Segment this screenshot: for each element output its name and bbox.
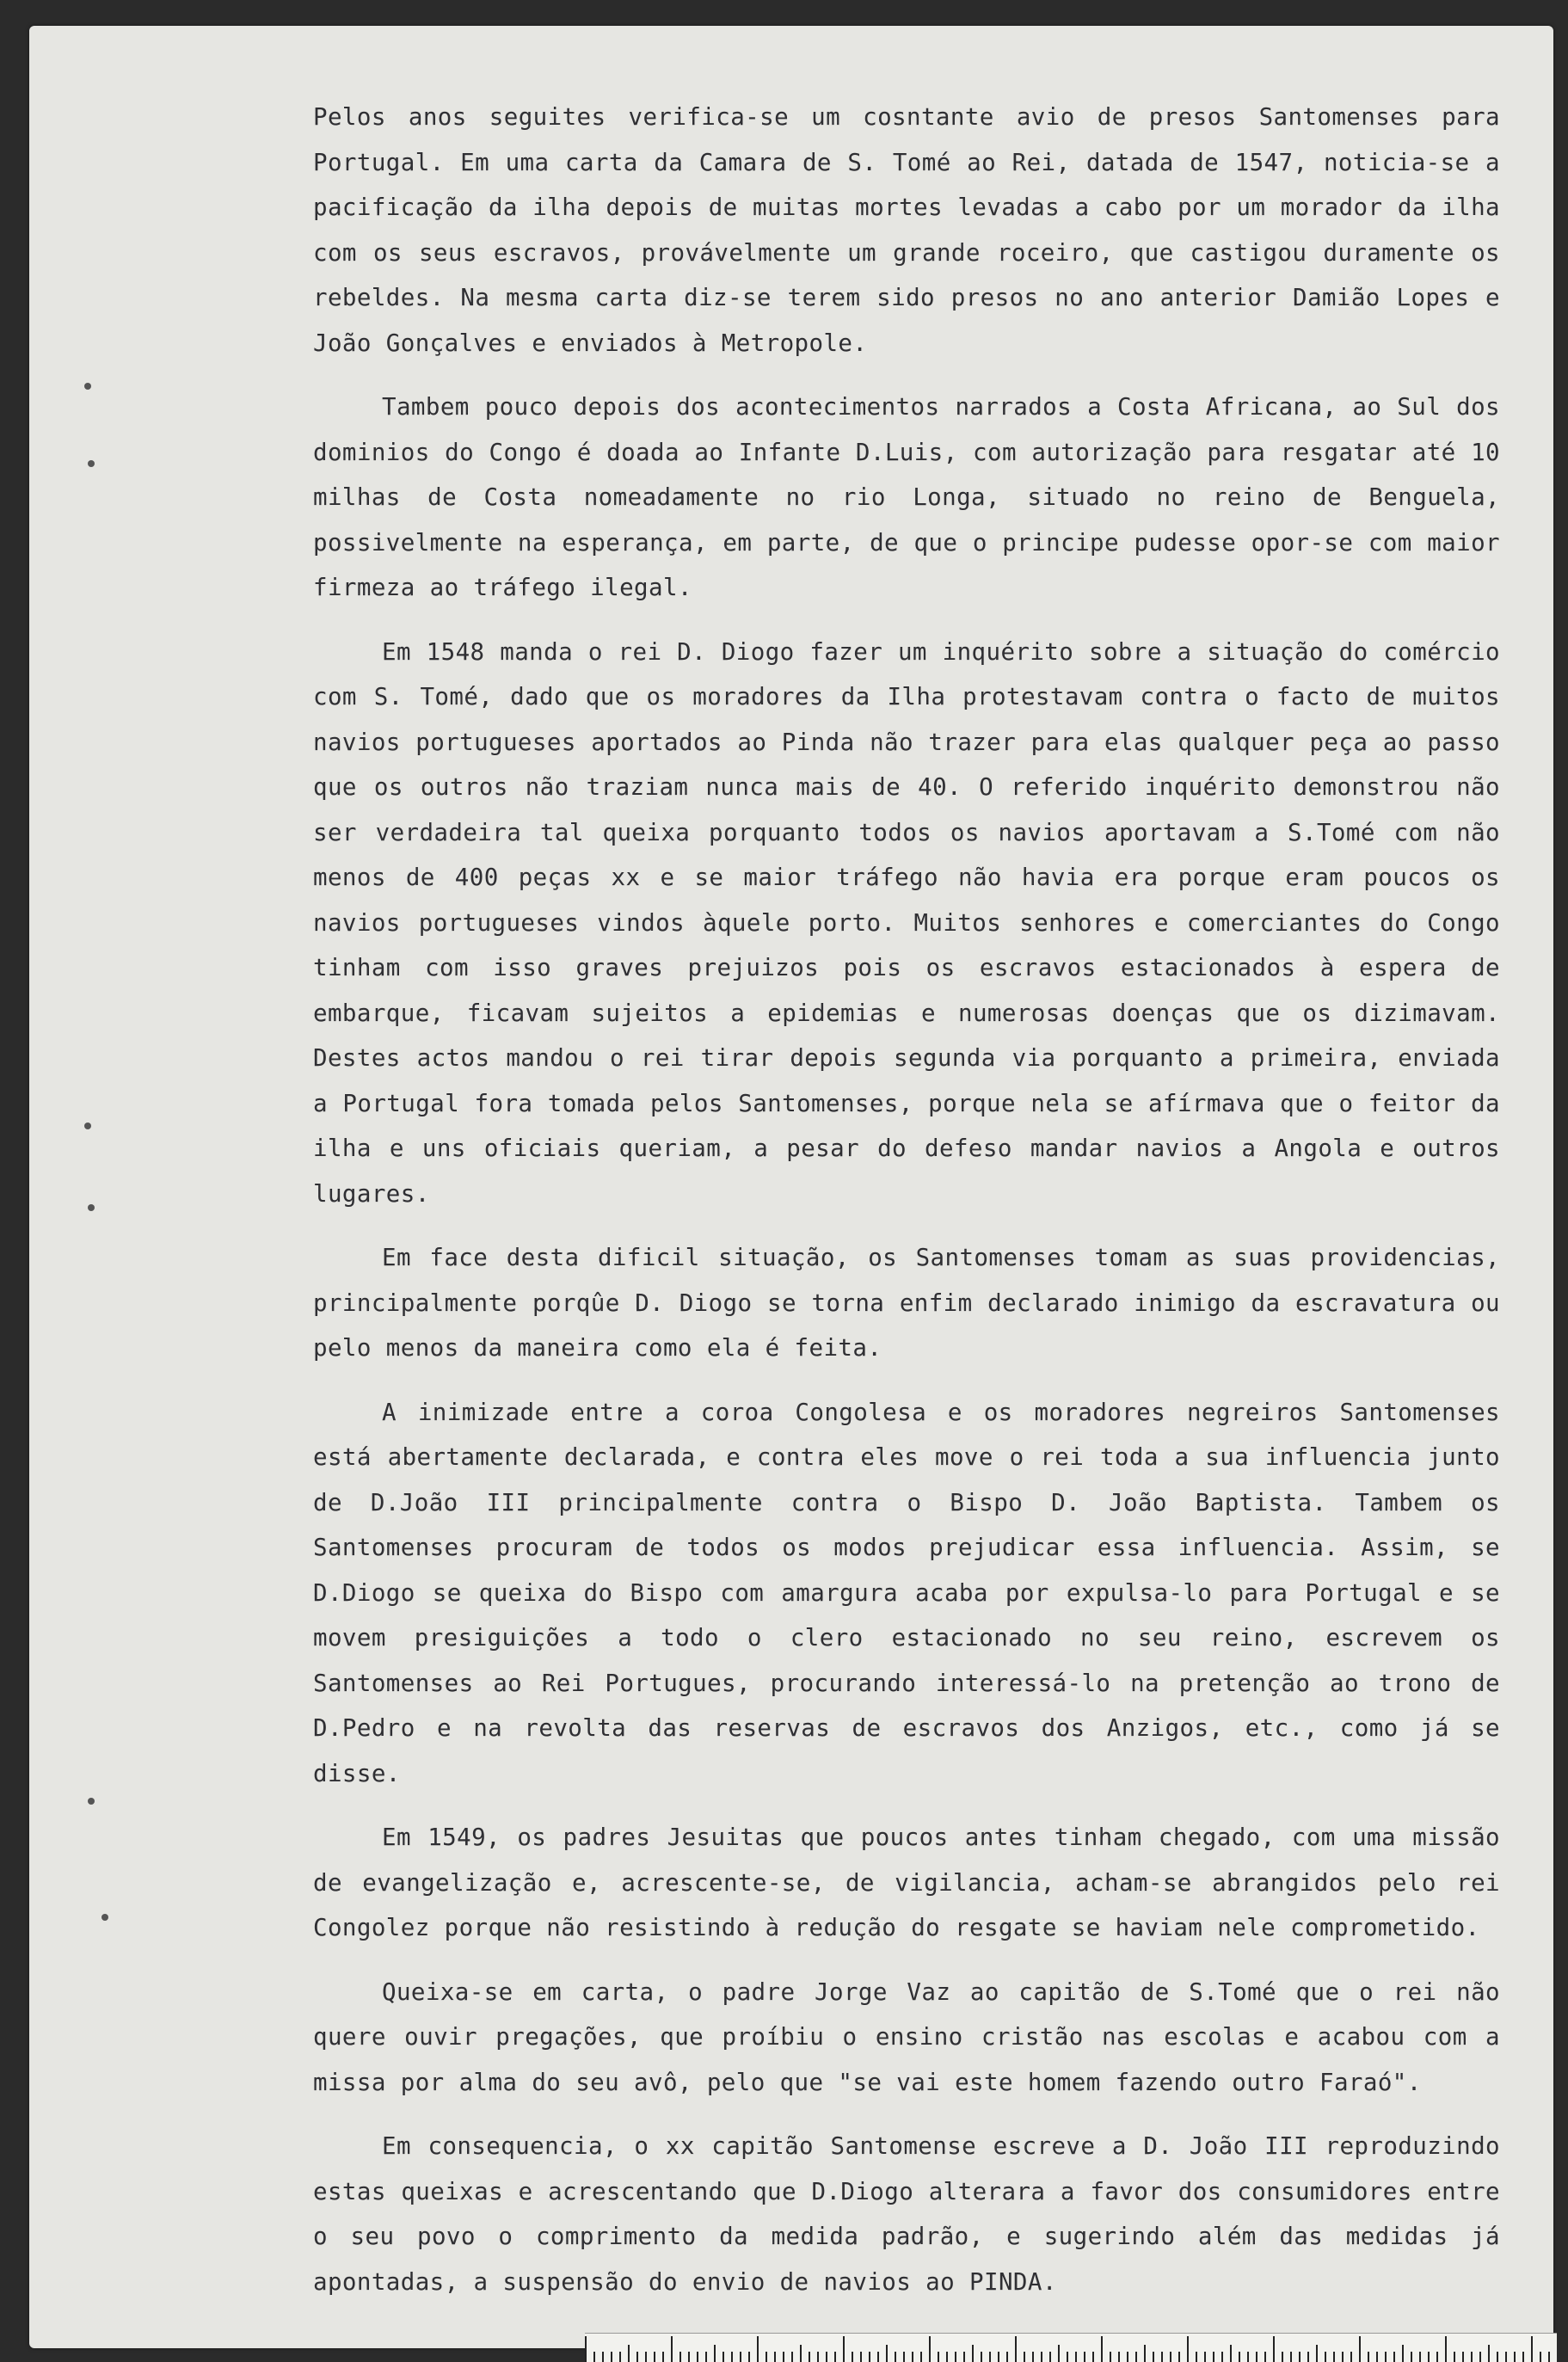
ruler-tick	[1213, 2352, 1214, 2362]
paragraph-1: Pelos anos seguites verifica-se um cosntante avio de presos Santomenses para Portugal. Em uma carta da Camara de S. Tomé ao Rei, datada de 1547, noticia-se a pacificação da ilha depois de muitas mortes levadas a cabo por um morador da ilha com os seus escravos, provávelmente um grande roceiro, que castigou duramente os rebeldes. Na mesma carta diz-se terem sido presos no ano anterior Damião Lopes e João Gonçalves e enviados à Metropole.	[313, 103, 1500, 357]
paragraph-2: Tambem pouco depois dos acontecimentos narrados a Costa Africana, ao Sul dos dominios do Congo é doada ao Infante D.Luis, com autorização para resgatar até 10 milhas de Costa nomeadamente no rio Longa, situado no reino de Benguela, possivelmente na esperança, em parte, de que o principe pudesse opor-se com maior firmeza ao tráfego ilegal.	[313, 393, 1500, 601]
ruler-tick	[714, 2345, 716, 2362]
ruler-tick	[981, 2352, 982, 2362]
ruler-tick	[731, 2352, 733, 2362]
ruler-tick	[920, 2352, 922, 2362]
ruler-tick	[989, 2352, 991, 2362]
ruler-tick	[740, 2352, 741, 2362]
ruler-tick	[1479, 2352, 1481, 2362]
margin-dot	[101, 1914, 108, 1921]
ruler-tick	[1376, 2352, 1378, 2362]
ruler-tick	[585, 2336, 587, 2362]
ruler-tick	[817, 2352, 819, 2362]
ruler-tick	[1419, 2352, 1421, 2362]
ruler-tick	[1505, 2352, 1507, 2362]
ruler-tick	[697, 2352, 698, 2362]
ruler-tick	[1471, 2352, 1473, 2362]
ruler-tick	[869, 2352, 870, 2362]
ruler-tick	[852, 2352, 853, 2362]
typed-text-body	[313, 95, 1500, 2323]
scale-ruler	[585, 2333, 1557, 2362]
ruler-tick	[929, 2336, 931, 2362]
ruler-tick	[1307, 2352, 1309, 2362]
ruler-tick	[1350, 2352, 1352, 2362]
ruler-tick	[1548, 2352, 1550, 2362]
ruler-tick	[1325, 2352, 1326, 2362]
ruler-tick	[1118, 2352, 1120, 2362]
ruler-tick	[1393, 2352, 1395, 2362]
margin-dot	[88, 460, 95, 467]
ruler-tick	[963, 2352, 965, 2362]
ruler-tick	[1264, 2352, 1266, 2362]
ruler-tick	[602, 2352, 604, 2362]
paragraph-7: Queixa-se em carta, o padre Jorge Vaz ao capitão de S.Tomé que o rei não quere ouvir pregações, que proíbiu o ensino cristão nas escolas e acabou com a missa por alma do seu avô, pelo que "se vai este homem fazendo outro Faraó".	[313, 1978, 1500, 2096]
ruler-tick	[783, 2352, 784, 2362]
ruler-tick	[972, 2345, 974, 2362]
ruler-tick	[903, 2352, 905, 2362]
ruler-tick	[1342, 2352, 1344, 2362]
ruler-tick	[1153, 2352, 1154, 2362]
ruler-tick	[843, 2336, 845, 2362]
margin-dot	[88, 1798, 95, 1805]
ruler-tick	[1041, 2352, 1042, 2362]
ruler-tick	[654, 2352, 655, 2362]
ruler-tick	[1101, 2336, 1103, 2362]
paragraph-8: Em consequencia, o xx capitão Santomense escreve a D. João III reproduzindo estas queixas e acrescentando que D.Diogo alterara a favor dos consumidores entre o seu povo o comprimento da medida padrão, e sugerindo além das medidas já apontadas, a suspensão do envio de navios ao PINDA.	[313, 2132, 1500, 2296]
paragraph-3: Em 1548 manda o rei D. Diogo fazer um inquérito sobre a situação do comércio com S. Tomé, dado que os moradores da Ilha protestavam contra o facto de muitos navios portugueses aportados ao Pinda não trazer para elas qualquer peça ao passo que os outros não traziam nunca mais de 40. O referido inquérito demonstrou não ser verdadeira tal queixa porquanto todos os navios aportavam a S.Tomé com não menos de 400 peças xx e se maior tráfego não havia era porque eram poucos os navios portugueses vindos àquele porto. Muitos senhores e comerciantes do Congo tinham com isso graves prejuizos pois os escravos estacionados à espera de embarque, ficavam sujeitos a epidemias e numerosas doenças que os dizimavam. Destes actos mandou o rei tirar depois segunda via porquanto a primeira, enviada a Portugal fora tomada pelos Santomenses, porque nela se afírmava que o feitor da ilha e uns oficiais queriam, a pesar do defeso mandar navios a Angola e outros lugares.	[313, 637, 1500, 1208]
ruler-tick	[748, 2352, 750, 2362]
ruler-tick	[1075, 2352, 1077, 2362]
ruler-tick	[834, 2352, 836, 2362]
ruler-tick	[1436, 2352, 1438, 2362]
ruler-tick	[636, 2352, 638, 2362]
paragraph-4: Em face desta dificil situação, os Santomenses tomam as suas providencias, principalmente porqûe D. Diogo se torna enfim declarado inimigo da escravatura ou pelo menos da maneira como ela é feita.	[313, 1244, 1500, 1362]
ruler-tick	[628, 2345, 630, 2362]
ruler-tick	[1058, 2345, 1060, 2362]
ruler-tick	[826, 2352, 827, 2362]
ruler-tick	[1110, 2352, 1111, 2362]
ruler-tick	[1049, 2352, 1051, 2362]
ruler-tick	[705, 2352, 707, 2362]
ruler-tick	[1282, 2352, 1283, 2362]
ruler-tick	[877, 2352, 879, 2362]
ruler-tick	[1084, 2352, 1085, 2362]
ruler-tick	[619, 2352, 621, 2362]
ruler-tick	[679, 2352, 681, 2362]
ruler-tick	[1015, 2336, 1017, 2362]
ruler-tick	[1256, 2352, 1257, 2362]
ruler-tick	[955, 2352, 956, 2362]
ruler-tick	[1273, 2336, 1275, 2362]
ruler-tick	[1221, 2352, 1223, 2362]
ruler-tick	[1514, 2352, 1516, 2362]
margin-dot	[88, 1204, 95, 1211]
ruler-tick	[1454, 2352, 1455, 2362]
margin-dot	[84, 383, 91, 390]
ruler-tick	[1402, 2345, 1404, 2362]
ruler-tick	[1092, 2352, 1094, 2362]
ruler-tick	[1006, 2352, 1008, 2362]
ruler-tick	[1170, 2352, 1171, 2362]
ruler-tick	[998, 2352, 999, 2362]
ruler-tick	[886, 2345, 888, 2362]
ruler-tick	[1299, 2352, 1301, 2362]
ruler-tick	[791, 2352, 793, 2362]
ruler-tick	[1428, 2352, 1430, 2362]
ruler-tick	[688, 2352, 690, 2362]
ruler-tick	[1368, 2352, 1369, 2362]
ruler-tick	[1144, 2345, 1146, 2362]
ruler-tick	[1196, 2352, 1197, 2362]
ruler-tick	[1531, 2336, 1533, 2362]
ruler-tick	[1497, 2352, 1498, 2362]
ruler-tick	[1204, 2352, 1206, 2362]
ruler-tick	[757, 2336, 759, 2362]
ruler-tick	[1247, 2352, 1249, 2362]
ruler-tick	[1127, 2352, 1128, 2362]
ruler-tick	[912, 2352, 913, 2362]
ruler-tick	[611, 2352, 612, 2362]
ruler-tick	[800, 2345, 802, 2362]
ruler-tick	[662, 2352, 664, 2362]
ruler-tick	[593, 2352, 595, 2362]
ruler-tick	[1462, 2352, 1464, 2362]
ruler-tick	[1239, 2352, 1240, 2362]
ruler-tick	[1024, 2352, 1025, 2362]
ruler-tick	[1359, 2336, 1361, 2362]
ruler-tick	[766, 2352, 767, 2362]
paragraph-6: Em 1549, os padres Jesuitas que poucos antes tinham chegado, com uma missão de evangelização e, acrescente-se, de vigilancia, acham-se abrangidos pelo rei Congolez porque não resistindo à redução do resgate se haviam nele comprometido.	[313, 1824, 1500, 1941]
ruler-tick	[1161, 2352, 1163, 2362]
ruler-tick	[774, 2352, 776, 2362]
ruler-tick	[1333, 2352, 1335, 2362]
ruler-tick	[895, 2352, 896, 2362]
ruler-tick	[1067, 2352, 1068, 2362]
ruler-tick	[938, 2352, 939, 2362]
ruler-tick	[1187, 2336, 1189, 2362]
ruler-tick	[1135, 2352, 1137, 2362]
ruler-tick	[645, 2352, 647, 2362]
ruler-tick	[1290, 2352, 1292, 2362]
ruler-tick	[1032, 2352, 1034, 2362]
ruler-tick	[860, 2352, 862, 2362]
ruler-tick	[1411, 2352, 1412, 2362]
margin-dot	[84, 1123, 91, 1129]
ruler-tick	[1445, 2336, 1447, 2362]
paragraph-5: A inimizade entre a coroa Congolesa e os moradores negreiros Santomenses está abertamente declarada, e contra eles move o rei toda a sua influencia junto de D.João III principalmente contra o Bispo D. João Baptista. Tambem os Santomenses procuram de todos os modos prejudicar essa influencia. Assim, se D.Diogo se queixa do Bispo com amargura acaba por expulsa-lo para Portugal e se movem presiguições a todo o clero estacionado no seu reino, escrevem os Santomenses ao Rei Portugues, procurando interessá-lo na pretenção ao trono de D.Pedro e na revolta das reservas de escravos dos Anzigos, etc., como já se disse.	[313, 1398, 1500, 1787]
ruler-tick	[1522, 2352, 1524, 2362]
ruler-tick	[1178, 2352, 1180, 2362]
ruler-tick	[1540, 2352, 1541, 2362]
ruler-tick	[1488, 2345, 1490, 2362]
ruler-tick	[671, 2336, 673, 2362]
ruler-tick	[1385, 2352, 1387, 2362]
ruler-tick	[723, 2352, 724, 2362]
ruler-tick	[946, 2352, 948, 2362]
ruler-tick	[1230, 2345, 1232, 2362]
ruler-tick	[1316, 2345, 1318, 2362]
document-page	[29, 26, 1553, 2348]
ruler-tick	[809, 2352, 810, 2362]
